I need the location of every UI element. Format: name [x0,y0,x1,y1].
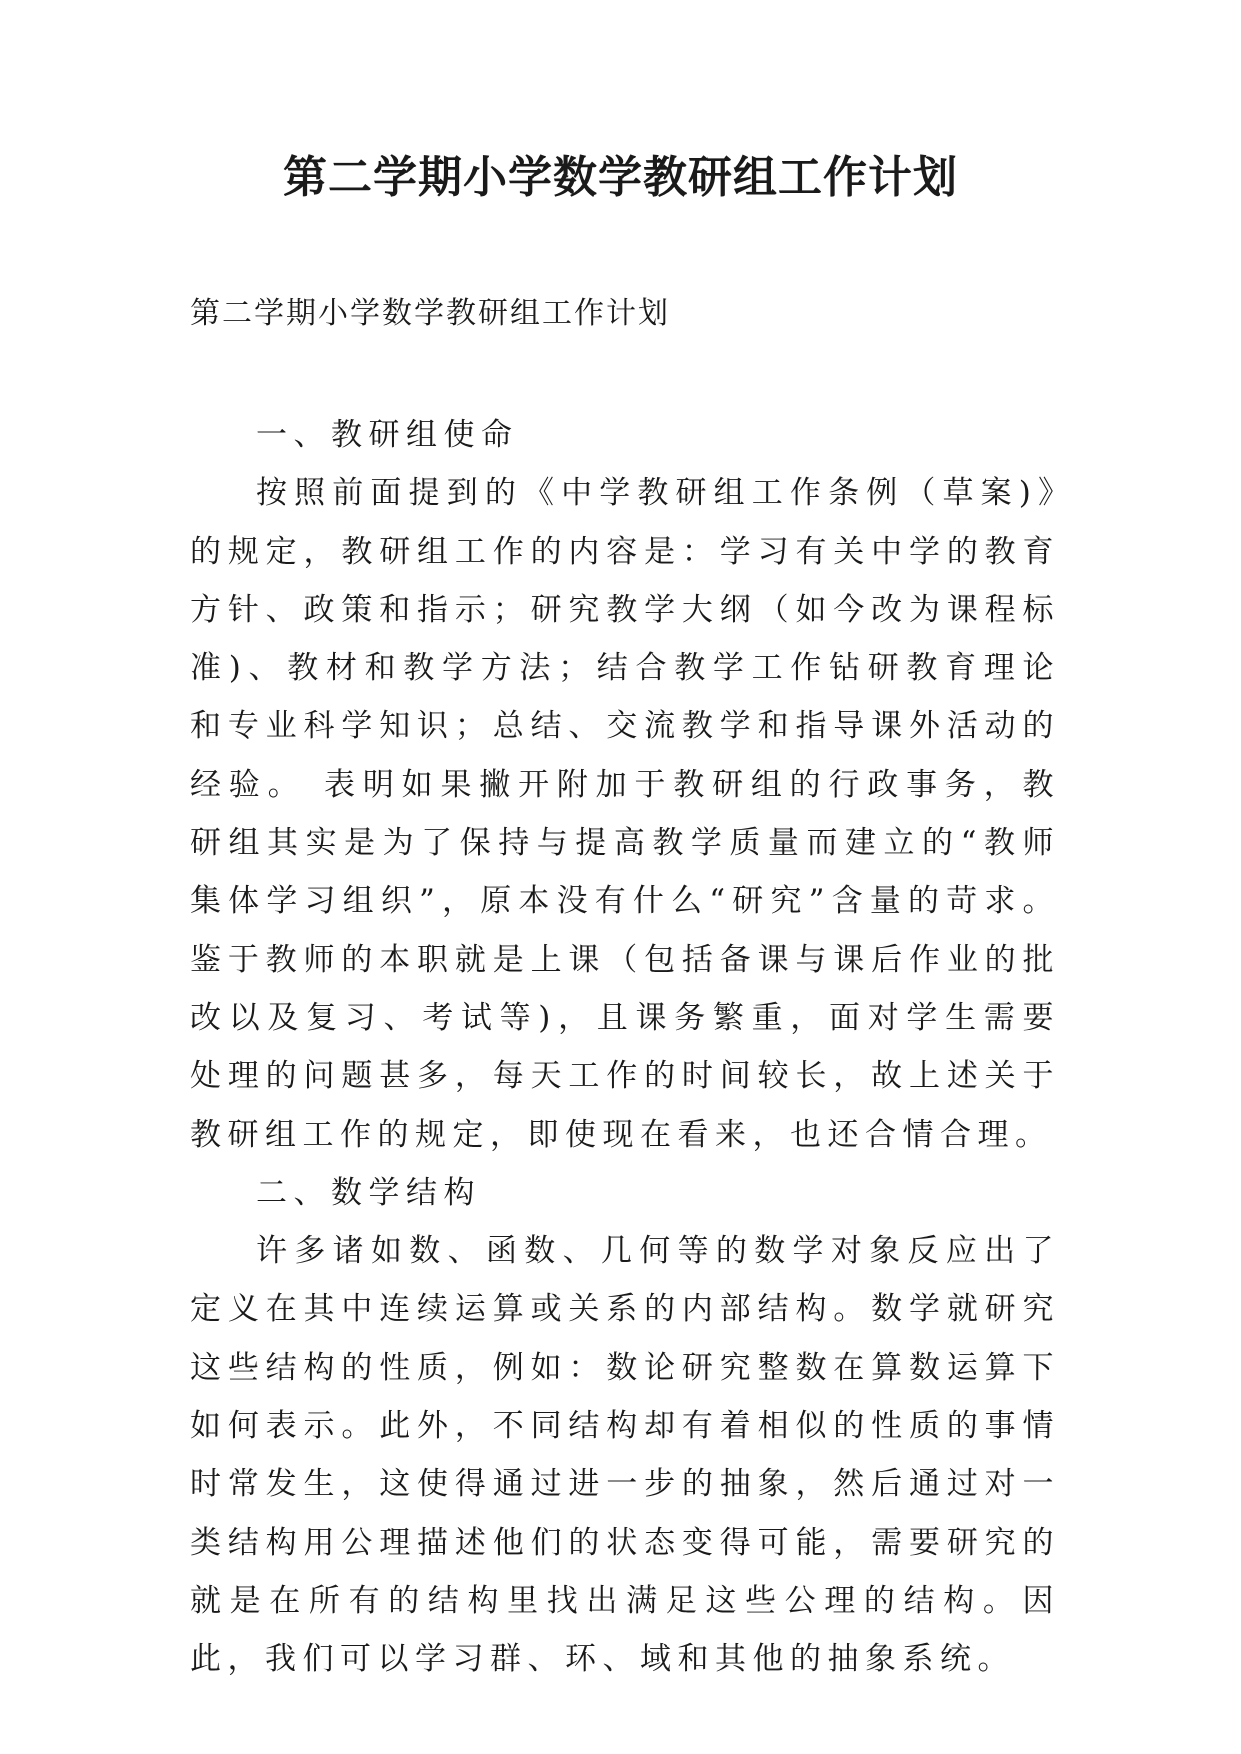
document-subtitle: 第二学期小学数学教研组工作计划 [190,296,670,331]
section-paragraph-mission: 按照前面提到的《中学教研组工作条例（草案)》的规定，教研组工作的内容是：学习有关中学的教育方针、政策和指示；研究教学大纲（如今改为课程标准)、教材和教学方法；结合教学工作钻研教育理论和专业科学知识；总结、交流教学和指导课外活动的经验。 表明如果撇开附加于教研组的行政事务，教研组其实是为了保持与提高教学质量而建立的“教师集体学习组织”，原本没有什么“研究”含量的苛求。鉴于教师的本职就是上课（包括备课与课后作业的批改以及复习、考试等)，且课务繁重，面对学生需要处理的问题甚多，每天工作的时间较长，故上述关于教研组工作的规定，即使现在看来，也还合情合理。 [190,475,1060,1153]
section-heading-mission: 一、教研组使命 [256,417,519,453]
section-paragraph-math-structure: 许多诸如数、函数、几何等的数学对象反应出了定义在其中连续运算或关系的内部结构。数学就研究这些结构的性质，例如：数论研究整数在算数运算下如何表示。此外，不同结构却有着相似的性质的事情时常发生，这使得通过进一步的抽象，然后通过对一类结构用公理描述他们的状态变得可能，需要研究的就是在所有的结构里找出满足这些公理的结构。因此，我们可以学习群、环、域和其他的抽象系统。 [190,1233,1060,1678]
section-heading-math-structure: 二、数学结构 [256,1174,481,1211]
document-title: 第二学期小学数学教研组工作计划 [283,152,958,203]
document-body [190,406,1060,1689]
